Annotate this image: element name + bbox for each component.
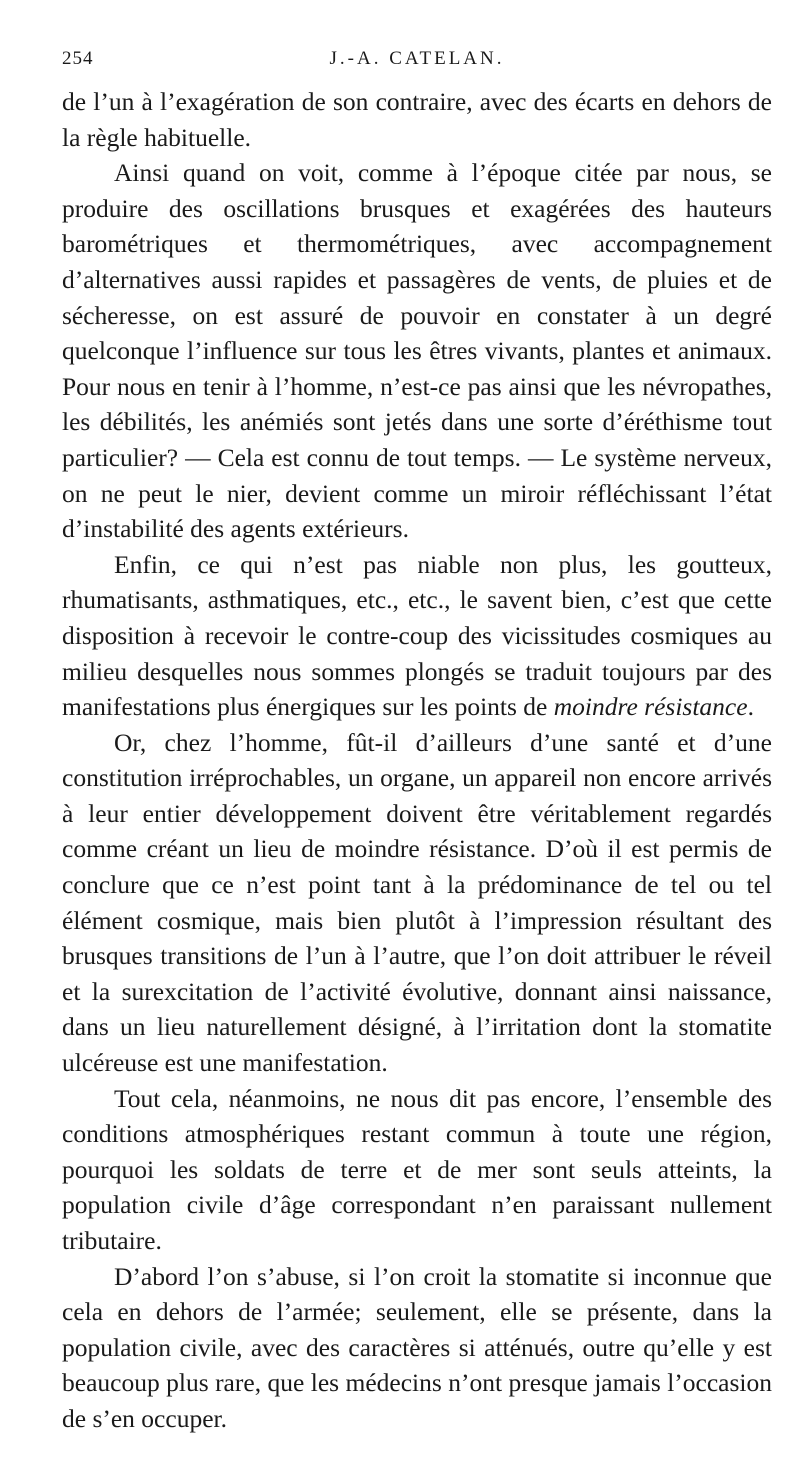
paragraph-continuation: de l’un à l’exagération de son contraire, avec des écarts en dehors de la règle habituelle. xyxy=(62,87,772,152)
paragraph: D’abord l’on s’abuse, si l’on croit la stomatite si inconnue que cela en dehors de l’armée; seulement, elle se présente, dans la population civile, avec des caractères si atténués, outre qu’elle y est beaucoup plus rare, que les médecins n’ont presque jamais l’occasion de s’en occuper. xyxy=(62,1261,772,1433)
paragraph: Tout cela, néanmoins, ne nous dit pas encore, l’ensemble des conditions atmosphériques restant commun à toute une région, pourquoi les soldats de terre et de mer sont seuls atteints, la population civile d’âge correspondant n’en paraissant nullement tributaire. xyxy=(62,1083,772,1255)
page-number: 254 xyxy=(62,48,94,69)
paragraph: Or, chez l’homme, fût-il d’ailleurs d’une santé et d’une constitution irréprochables, un organe, un appareil non encore arrivés à leur entier développement doivent être véritablement regardés comme créant un lieu de moindre résistance. D’où il est permis de conclure que ce n’est point tant à la prédominance de tel ou tel élément cosmique, mais bien plutôt à l’impression résultant des brusques transitions de l’un à l’autre, que l’on doit attribuer le réveil et la surexcitation de l’activité évolutive, donnant ainsi naissance, dans un lieu naturellement désigné, à l’irritation dont la stomatite ulcéreuse est une manifestation. xyxy=(62,727,772,1078)
paragraph: Ainsi quand on voit, comme à l’époque citée par nous, se produire des oscillations brusques et exagérées des hauteurs barométriques et thermométriques, avec accompagnement d’alternatives aussi rapides et passagères de vents, de pluies et de sécheresse, on est assuré de pouvoir en constater à un degré quelconque l’influence sur tous les êtres vivants, plantes et animaux. Pour nous en tenir à l’homme, n’est-ce pas ainsi que les névropathes, les débilités, les anémiés sont jetés dans une sorte d’éréthisme tout particulier? — Cela est connu de tout temps. — Le système nerveux, on ne peut le nier, devient comme un miroir réfléchissant l’état d’instabilité des agents extérieurs. xyxy=(62,158,772,544)
running-head xyxy=(62,48,772,78)
paragraph-text: Enfin, ce qui n’est pas niable non plus, les goutteux, rhumatisants, asthmatiques, etc., etc., le savent bien, c’est que cette disposition à recevoir le contre-coup des vicissitudes cosmiques au milieu desquelles nous sommes plongés se traduit toujours par des manifestations plus énergiques sur les points de xyxy=(62,549,772,722)
running-title: J.-A. CATELAN. xyxy=(329,48,505,69)
paragraph xyxy=(62,547,772,725)
italic-emphasis: moindre résistance xyxy=(553,692,748,722)
body-text xyxy=(62,84,772,1437)
paragraph-text: . xyxy=(747,692,754,722)
book-page xyxy=(62,48,772,1437)
